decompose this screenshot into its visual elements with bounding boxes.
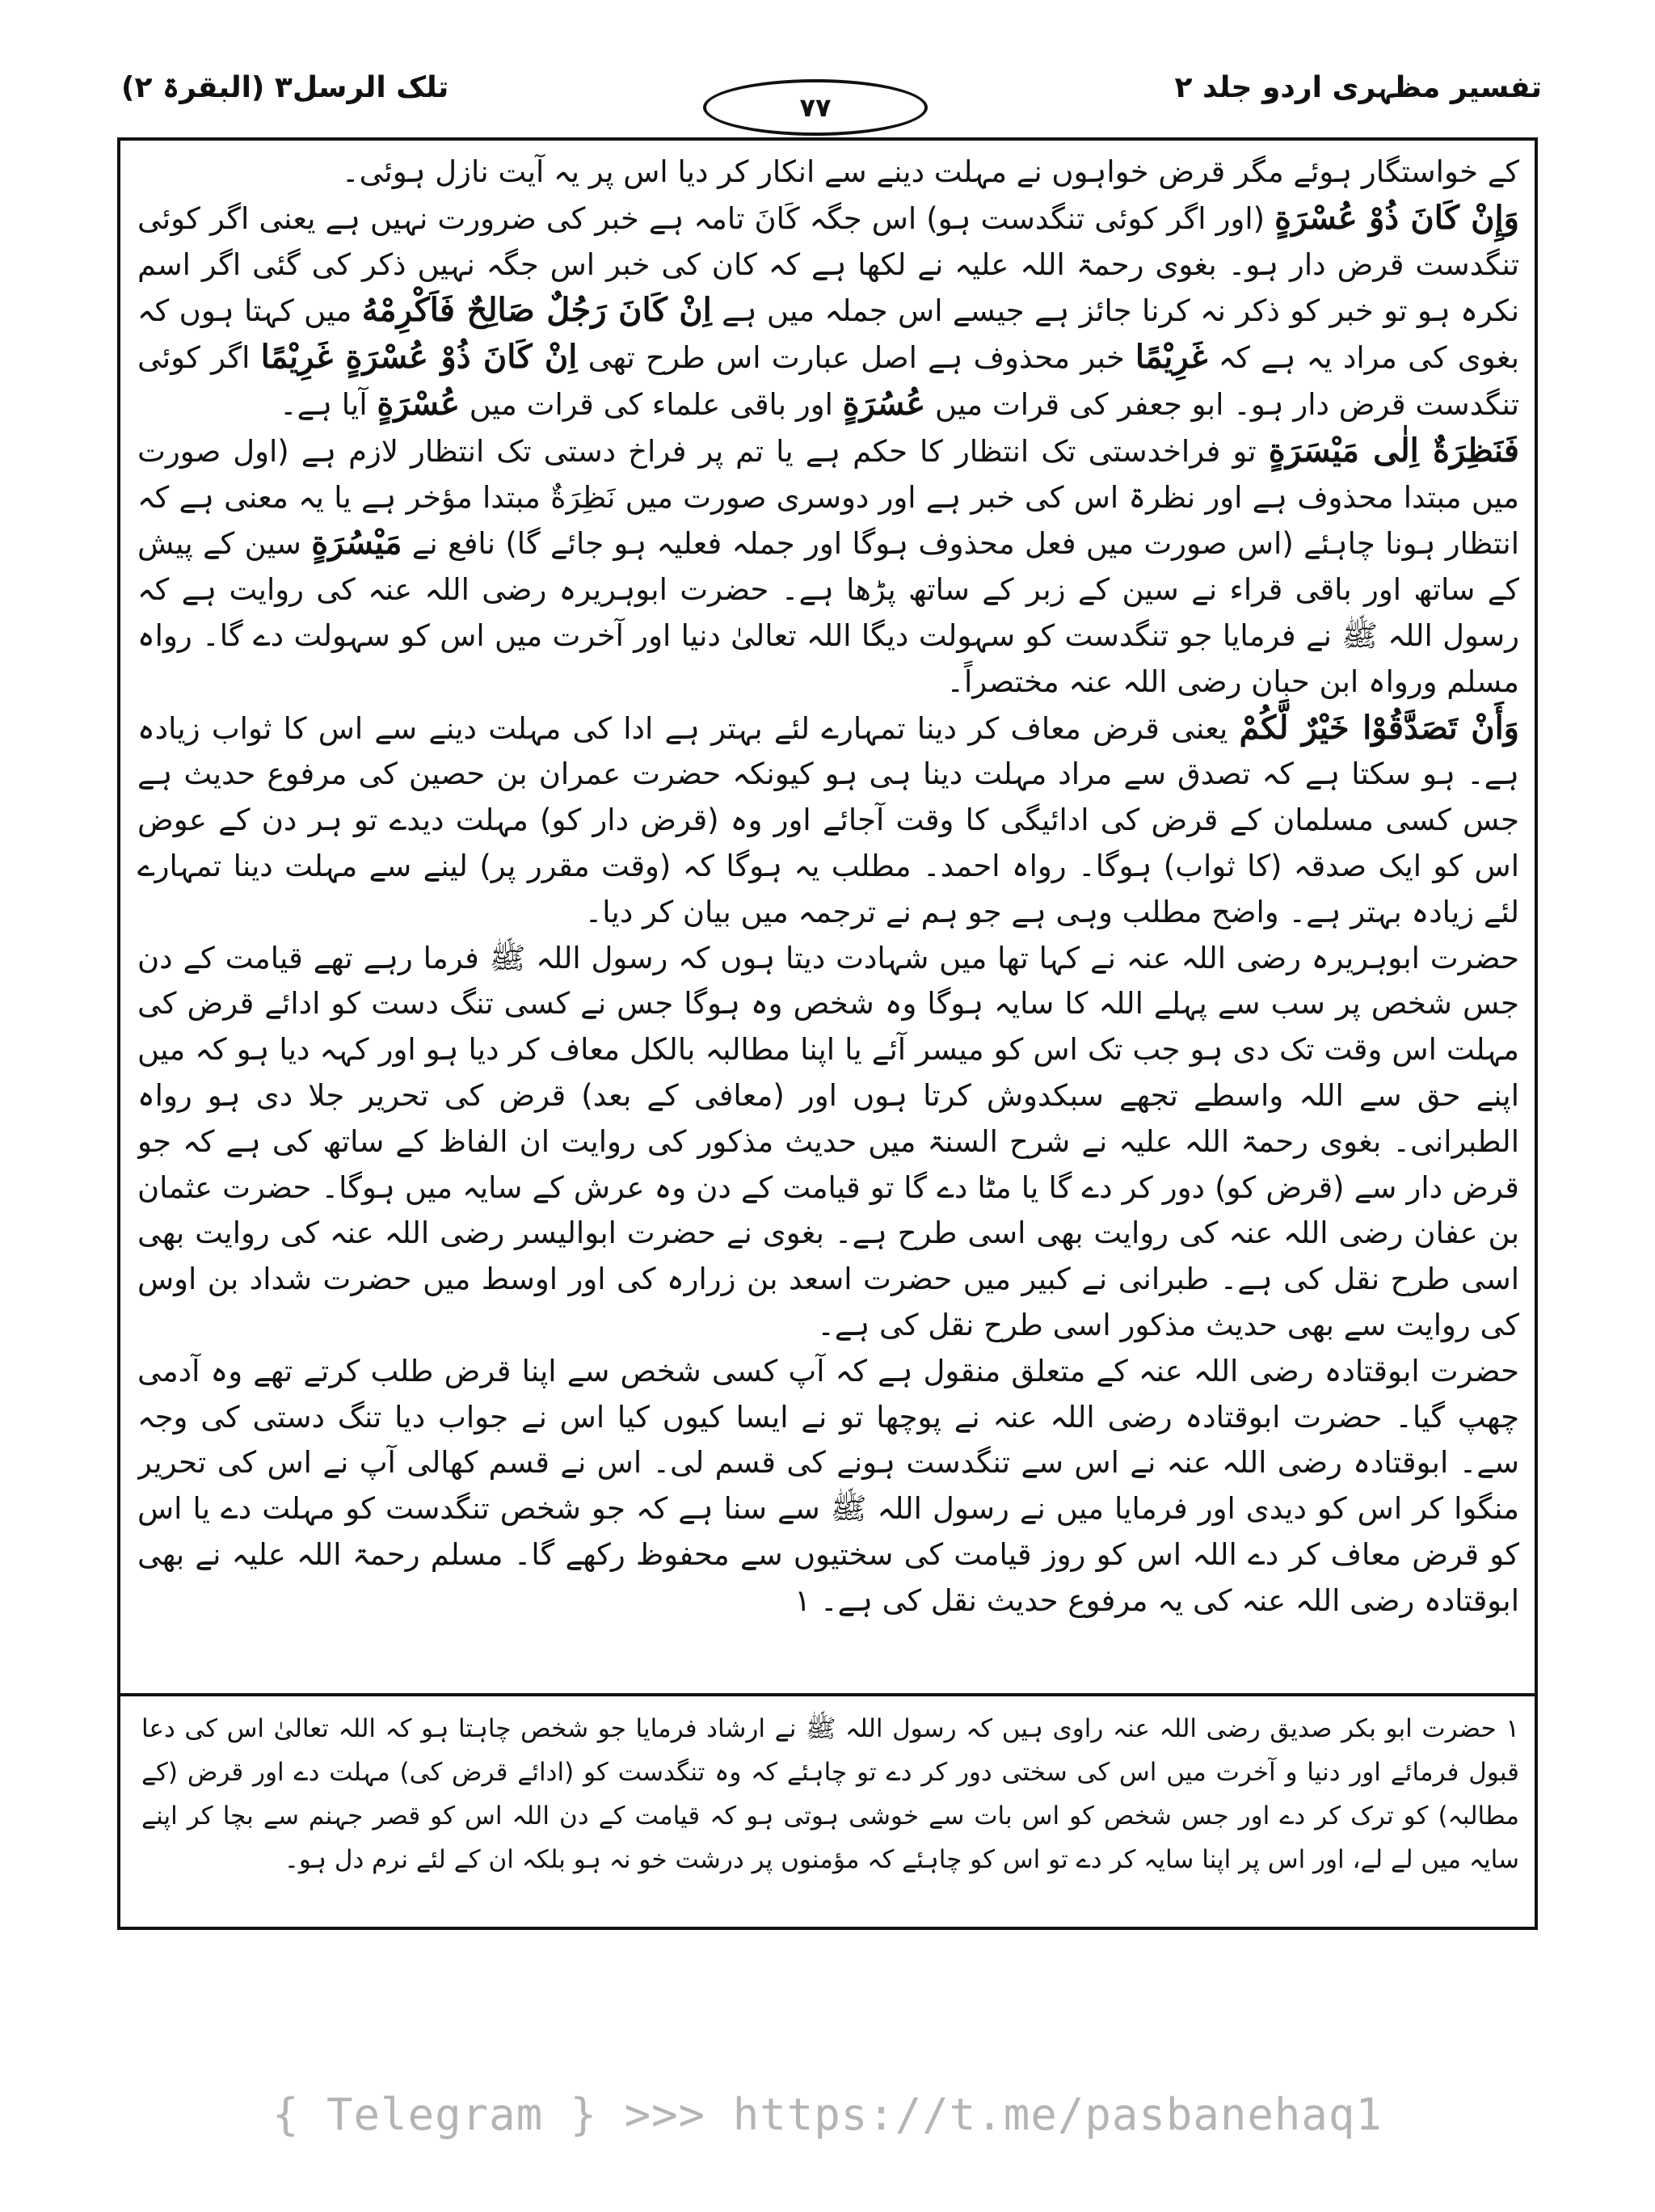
running-header-book-title: تفسیر مظہری اردو جلد ۲ <box>1174 71 1542 104</box>
urdu-text: خبر محذوف ہے اصل عبارت اس طرح تھی <box>577 340 1135 376</box>
footnote-text: ۱ حضرت ابو بکر صدیق رضی اللہ عنہ راوی ہیں کہ رسول اللہ ﷺ نے ارشاد فرمایا جو شخص چاہتا ہو کہ اللہ تعالیٰ اس کی دعا قبول فرمائے اور دنیا و آخرت میں اس کی سختی دور کر دے تو چاہئے کہ وہ تنگدست کو (ادائے قرض کی) مہلت دے اور قرض (کے مطالبہ) کو ترک کر دے اور جس شخص کو اس بات سے خوشی ہوتی ہو کہ قیامت کے دن اللہ اس کو قصر جہنم سے بچا کر اپنے سایہ میں لے لے، اور اس پر اپنا سایہ کر دے تو اس کو چاہئے کہ مؤمنوں پر درشت خو نہ ہو بلکہ ان کے لئے نرم دل ہو۔ <box>141 1714 1519 1874</box>
commentary-paragraph <box>137 150 1519 196</box>
commentary-paragraph <box>137 428 1519 706</box>
quranic-verse-text: عُسْرَةٍ <box>377 384 460 423</box>
urdu-text: میں کہتا ہوں کہ بغوی کی مراد یہ ہے کہ <box>137 293 1519 376</box>
telegram-watermark-link[interactable]: { Telegram } >>> https://t.me/pasbanehaq1 <box>272 2089 1383 2140</box>
quranic-verse-text: فَنَظِرَةٌ اِلٰى مَيْسَرَةٍ <box>1268 431 1519 470</box>
commentary-paragraph <box>137 196 1519 428</box>
page-number-oval <box>703 79 928 136</box>
urdu-text: حضرت ابوہریرہ رضی اللہ عنہ نے کہا تھا میں شہادت دیتا ہوں کہ رسول اللہ ﷺ فرما رہے تھے قیامت کے دن جس شخص پر سب سے پہلے اللہ کا سایہ ہوگا وہ شخص وہ ہوگا جس نے کسی تنگ دست کو ادائے قرض کی مہلت اس وقت تک دی ہو جب تک اس کو میسر آئے یا اپنا مطالبہ بالکل معاف کر دیا ہو اور کہہ دیا ہو کہ میں اپنے حق سے اللہ واسطے تجھے سبکدوش کرتا ہوں اور (معافی کے بعد) قرض کی تحریر جلا دی ہو رواہ الطبرانی۔ بغوی رحمۃ اللہ علیہ نے شرح السنۃ میں حدیث مذکور کی روایت ان الفاظ کے ساتھ کی ہے کہ جو قرض دار سے (قرض کو) دور کر دے گا یا مٹا دے گا تو قیامت کے دن وہ عرش کے سایہ میں ہوگا۔ حضرت عثمان بن عفان رضی اللہ عنہ کی روایت بھی اسی طرح ہے۔ بغوی نے حضرت ابوالیسر رضی اللہ عنہ کی روایت بھی اسی طرح نقل کی ہے۔ طبرانی نے کبیر میں حضرت اسعد بن زرارہ کی اور اوسط میں حضرت شداد بن اوس کی روایت سے بھی حدیث مذکور اسی طرح نقل کی ہے۔ <box>137 940 1519 1342</box>
urdu-text: آیا ہے۔ <box>279 386 377 422</box>
quranic-verse-text: اِنْ كَانَ رَجُلٌ صَالِحٌ فَاَكْرِمْهُ <box>361 291 712 330</box>
commentary-paragraph <box>137 706 1519 936</box>
urdu-text: یعنی قرض معاف کر دینا تمہارے لئے بہتر ہے ادا کی مہلت دینے سے اس کا ثواب زیادہ ہے۔ ہو سکتا ہے کہ تصدق سے مراد مہلت دینا ہی ہو کیونکہ حضرت عمران بن حصین کی مرفوع حدیث ہے جس کسی مسلمان کے قرض کی ادائیگی کا وقت آجائے اور وہ (قرض دار کو) مہلت دیدے تو ہر دن کے عوض اس کو ایک صدقہ (کا ثواب) ہوگا۔ رواہ احمد۔ مطلب یہ ہوگا کہ (وقت مقرر پر) لینے سے مہلت دینا تمہارے لئے زیادہ بہتر ہے۔ واضح مطلب وہی ہے جو ہم نے ترجمہ میں بیان کر دیا۔ <box>137 710 1519 929</box>
urdu-text: اگر کوئی تنگدست قرض دار ہو۔ ابو جعفر کی قرات میں <box>137 340 1519 422</box>
commentary-paragraph <box>137 936 1519 1349</box>
quranic-verse-text: عُسُرَةٍ <box>842 384 926 423</box>
urdu-text: تو فراخدستی تک انتظار کا حکم ہے یا تم پر فراخ دستی تک انتظار لازم ہے (اول صورت میں مبتدا محذوف ہے اور نظرۃ اس کی خبر ہے اور دوسری صورت میں نَظِرَةٌ مبتدا مؤخر ہے یا یہ معنی ہے کہ انتظار ہونا چاہئے (اس صورت میں فعل محذوف ہوگا اور جملہ فعلیہ ہو جائے گا) نافع نے <box>137 433 1519 562</box>
urdu-text: کے خواستگار ہوئے مگر قرض خواہوں نے مہلت دینے سے انکار کر دیا اس پر یہ آیت نازل ہوئی۔ <box>341 154 1519 189</box>
quranic-verse-text: اِنْ كَانَ ذُوْ عُسْرَةٍ غَرِيْمًا <box>260 338 578 377</box>
urdu-text: حضرت ابوقتادہ رضی اللہ عنہ کے متعلق منقول ہے کہ آپ کسی شخص سے اپنا قرض طلب کرتے تھے وہ آدمی چھپ گیا۔ حضرت ابوقتادہ رضی اللہ عنہ نے پوچھا تو نے ایسا کیوں کیا اس نے جواب دیا تنگ دستی کی وجہ سے۔ ابوقتادہ رضی اللہ عنہ نے اس سے تنگدست ہونے کی قسم لی۔ اس نے قسم کھالی آپ نے اس کی تحریر منگوا کر اس کو دیدی اور فرمایا میں نے رسول اللہ ﷺ سے سنا ہے کہ جو شخص تنگدست کو مہلت دے یا اس کو قرض معاف کر دے اللہ اس کو روز قیامت کی سختیوں سے محفوظ رکھے گا۔ مسلم رحمۃ اللہ علیہ نے بھی ابوقتادہ رضی اللہ عنہ کی یہ مرفوع حدیث نقل کی ہے۔ ۱ <box>137 1353 1519 1618</box>
urdu-text: (اور اگر کوئی تنگدست ہو) اس جگہ کَانَ تامہ ہے خبر کی ضرورت نہیں ہے یعنی اگر کوئی تنگدست قرض دار ہو۔ بغوی رحمۃ اللہ علیہ نے لکھا ہے کہ کان کی خبر اس جگہ نہیں ذکر کی گئی اگر اسم نکرہ ہو تو خبر کو ذکر نہ کرنا جائز ہے جیسے اس جملہ میں ہے <box>137 200 1519 329</box>
footnote <box>141 1707 1519 1925</box>
urdu-text: اور باقی علماء کی قرات میں <box>459 386 843 422</box>
quranic-verse-text: وَإِنْ كَانَ ذُوْ عُسْرَةٍ <box>1274 198 1519 237</box>
commentary-body <box>137 150 1519 1681</box>
quranic-verse-text: غَرِيْمًا <box>1135 338 1208 377</box>
page-number: ۷۷ <box>799 92 832 123</box>
urdu-text: سین کے پیش کے ساتھ اور باقی قراء نے سین کے زبر کے ساتھ پڑھا ہے۔ حضرت ابوہریرہ رضی اللہ عنہ کی روایت ہے کہ رسول اللہ ﷺ نے فرمایا جو تنگدست کو سہولت دیگا اللہ تعالیٰ دنیا اور آخرت میں اس کو سہولت دے گا۔ رواہ مسلم ورواہ ابن حبان رضی اللہ عنہ مختصراً۔ <box>137 526 1519 699</box>
quranic-verse-text: مَيْسُرَةٍ <box>311 524 402 562</box>
commentary-paragraph <box>137 1349 1519 1624</box>
footnote-divider <box>120 1693 1535 1696</box>
quranic-verse-text: وَأَنْ تَصَدَّقُوْا خَيْرٌ لَّكُمْ <box>1239 708 1519 747</box>
running-header-section-title: تلک الرسل۳ (البقرۃ ۲) <box>121 71 449 104</box>
